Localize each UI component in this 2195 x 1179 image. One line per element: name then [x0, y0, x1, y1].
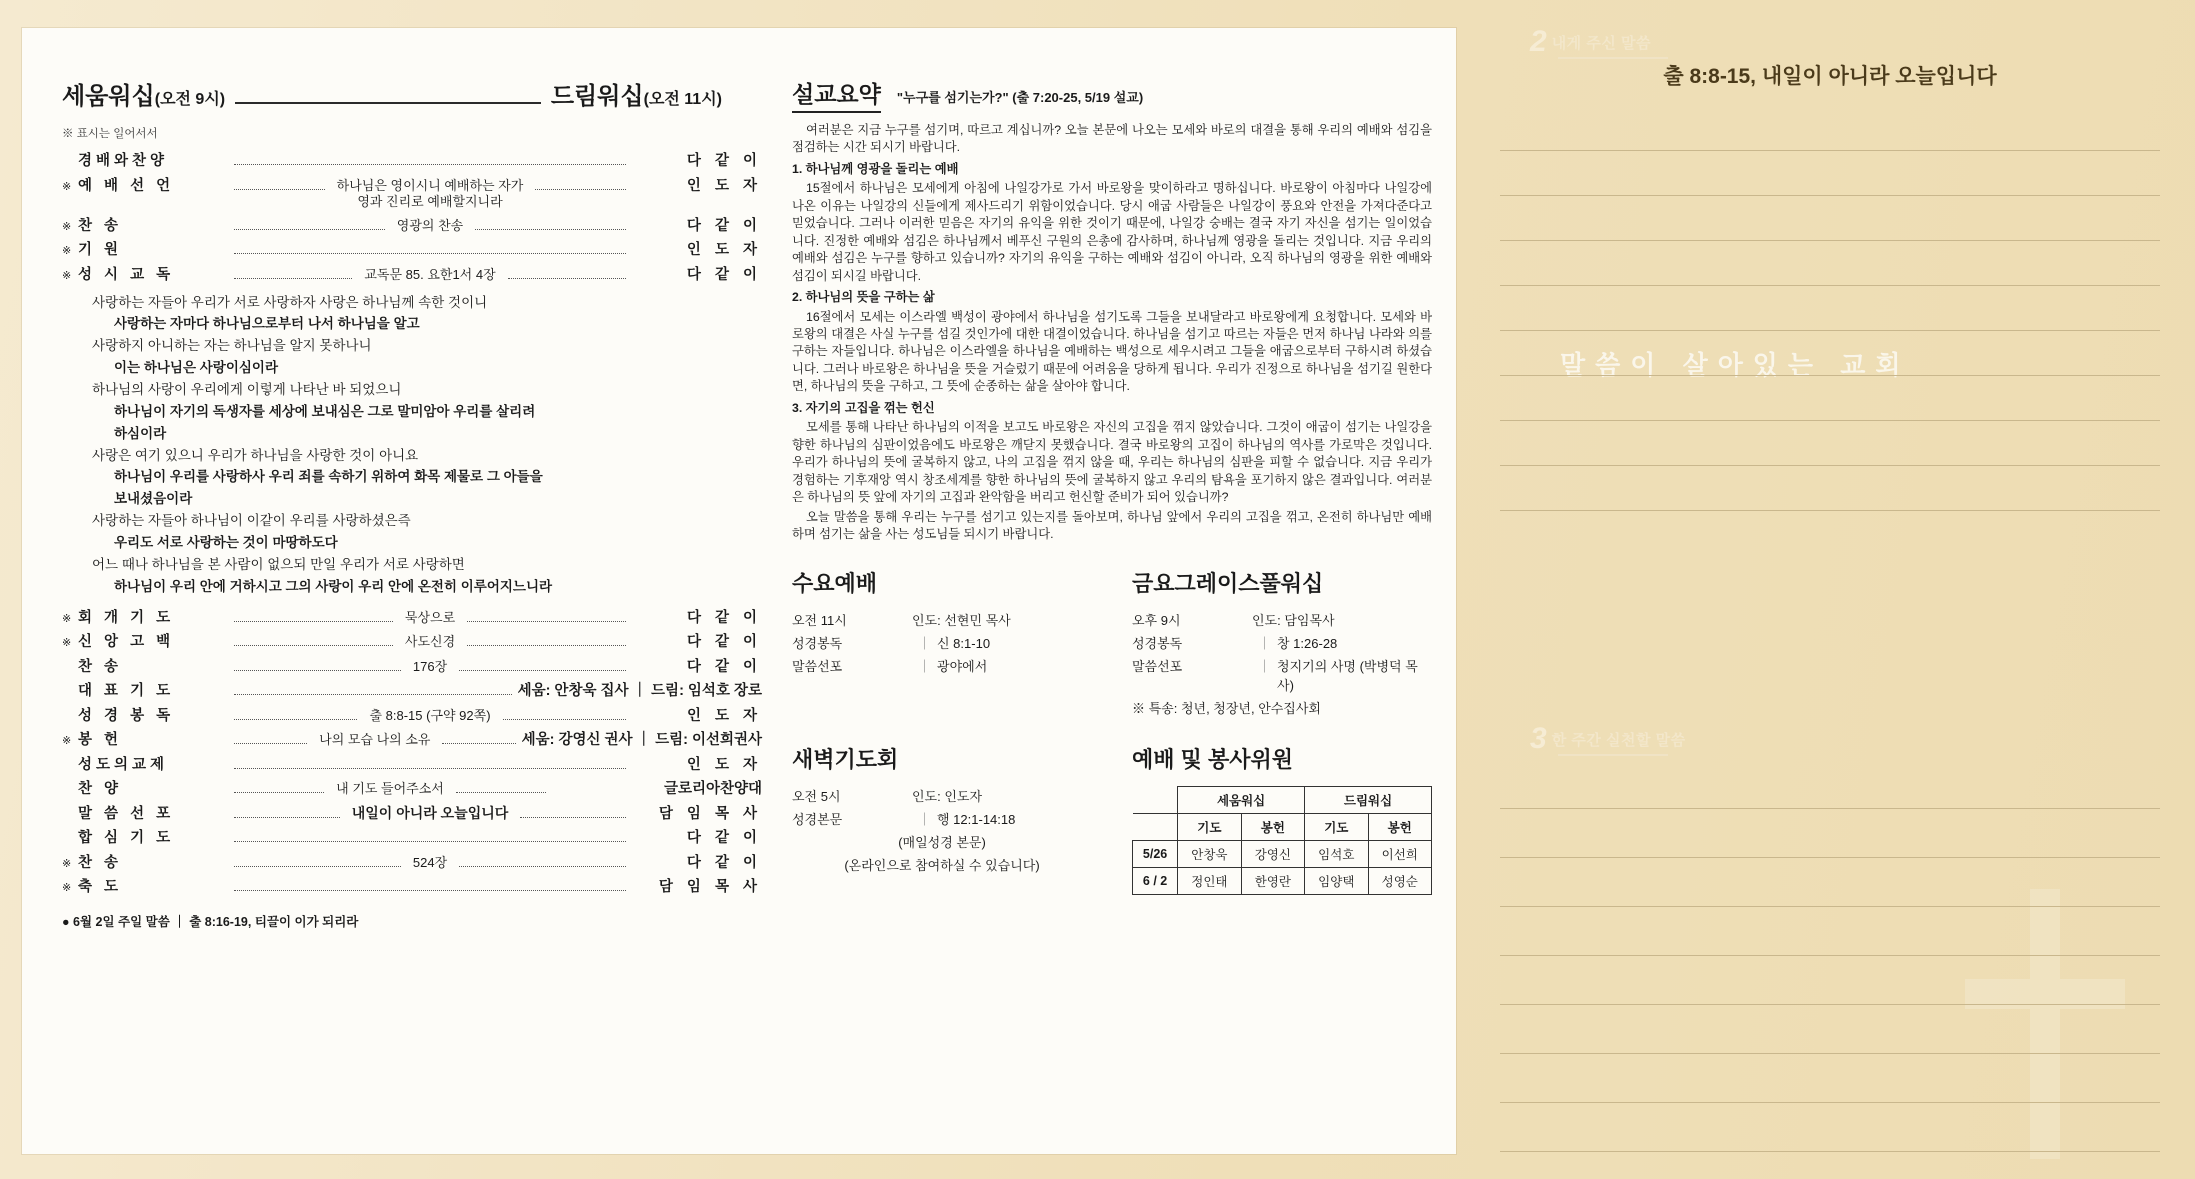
note-line[interactable]	[1500, 760, 2160, 809]
service-name: 새벽기도회	[792, 747, 899, 773]
empty-corner	[1133, 814, 1178, 841]
badge-label: 내게 주신 말씀	[1551, 35, 1651, 52]
section-badge-word-for-me	[1530, 25, 1651, 58]
note-line[interactable]	[1500, 466, 2160, 511]
separator: ｜	[1258, 636, 1272, 652]
reading-line: 하심이라	[114, 425, 167, 441]
order-detail: 524장	[412, 854, 448, 870]
order-detail-line1: 하나님은 영이시니 예배하는 자가	[336, 177, 524, 193]
sermon-paragraph: 오늘 말씀을 통해 우리는 누구를 섬기고 있는지를 돌아보며, 하나님 앞에서 우리의 고집을 꺾고, 온전히 하나님만 예배하며 섬기는 삶을 사는 성도님들 되시기 바랍니다.	[792, 509, 1432, 541]
order-performer: 인 도 자	[686, 707, 763, 724]
order-performer: 세움: 안창욱 집사 ｜ 드림: 임석호 장로	[517, 683, 762, 700]
sermon-summary-body	[792, 122, 1432, 545]
note-line[interactable]	[1500, 956, 2160, 1005]
badge-number: 3	[1530, 722, 1547, 755]
cell: 안창욱	[1178, 841, 1241, 868]
dotted-leader	[234, 253, 626, 254]
notes-section-word-for-me	[1500, 60, 2160, 511]
order-title: 예 배 선 언	[78, 177, 175, 194]
notes-lines[interactable]	[1500, 760, 2160, 1152]
note-line[interactable]	[1500, 106, 2160, 151]
standing-mark: ※	[62, 220, 72, 233]
order-title: 찬 송	[78, 854, 123, 871]
wednesday-service	[792, 567, 1092, 721]
service-line	[792, 809, 1092, 828]
dotted-leader	[456, 792, 546, 793]
order-detail: 사도신경	[404, 634, 456, 650]
order-performer: 다 같 이	[686, 217, 762, 234]
service-name: 금요그레이스풀워십	[1132, 571, 1324, 597]
separator: ｜	[918, 659, 932, 675]
row-date: 5/26	[1133, 841, 1178, 868]
order-title: 말 씀 선 포	[78, 805, 175, 822]
dotted-leader	[508, 278, 626, 279]
badge-label: 한 주간 실천할 말씀	[1551, 732, 1686, 749]
service-line	[792, 855, 1092, 874]
dotted-leader	[234, 621, 393, 622]
order-title: 대 표 기 도	[78, 683, 175, 700]
message-label: 말씀선포	[1132, 659, 1183, 675]
special-song-note: ※ 특송: 청년, 청장년, 안수집사회	[1132, 701, 1321, 717]
service-leader: 인도: 인도자	[912, 789, 983, 805]
note-line[interactable]	[1500, 858, 2160, 907]
sermon-paragraph: 여러분은 지금 누구를 섬기며, 따르고 계십니까? 오늘 본문에 나오는 모세와 바로의 대결을 통해 우리의 예배와 섬김을 점검하는 시간 되시기 바랍니다.	[792, 123, 1432, 155]
standing-note: ※ 표시는 일어서서	[62, 128, 158, 140]
order-row	[62, 875, 762, 896]
scripture-label: 성경본문	[792, 812, 843, 828]
service-leader: 인도: 담임목사	[1252, 613, 1335, 629]
service-leader: 인도: 선현민 목사	[912, 613, 1011, 629]
dotted-leader	[442, 743, 515, 744]
section-badge-weekly-practice	[1530, 722, 1686, 755]
order-row	[62, 753, 762, 774]
standing-mark: ※	[62, 269, 72, 282]
sermon-subheading: 2. 하나님의 뜻을 구하는 삶	[792, 290, 935, 305]
order-performer: 인 도 자	[686, 177, 762, 194]
duty-table	[1132, 786, 1432, 895]
dotted-leader	[503, 719, 626, 720]
seum-worship-time: (오전 9시)	[154, 91, 226, 108]
order-row	[62, 728, 762, 749]
dotted-leader	[234, 890, 626, 891]
service-line	[792, 832, 1092, 851]
order-performer: 담 임 목 사	[658, 805, 763, 822]
dotted-leader	[234, 645, 393, 646]
order-title: 경배와찬양	[78, 153, 169, 169]
order-performer: 다 같 이	[686, 658, 762, 675]
service-line	[1132, 698, 1432, 717]
sermon-summary-subtitle: "누구를 섬기는가?" (출 7:20-25, 5/19 설교)	[896, 90, 1144, 105]
order-detail: 영광의 찬송	[396, 217, 464, 233]
dawn-and-duty	[792, 743, 1432, 895]
column-header: 기도	[1178, 814, 1241, 841]
note-line[interactable]	[1500, 809, 2160, 858]
separator: ｜	[918, 812, 932, 828]
service-line	[792, 633, 1092, 652]
table-row	[1133, 841, 1432, 868]
order-performer: 세움: 강영신 권사 ｜ 드림: 이선희권사	[521, 732, 762, 749]
order-performer: 다 같 이	[686, 266, 762, 283]
order-detail: 나의 모습 나의 소유	[319, 732, 431, 748]
cell: 정인태	[1178, 868, 1241, 895]
order-title: 회 개 기 도	[78, 609, 175, 626]
message-title: 청지기의 사명 (박병덕 목사)	[1277, 659, 1418, 694]
order-performer: 인 도 자	[686, 242, 762, 258]
note-line[interactable]	[1500, 376, 2160, 421]
order-performer: 다 같 이	[686, 634, 763, 651]
order-row	[62, 826, 762, 847]
order-of-worship-column	[62, 58, 762, 930]
order-row	[62, 851, 762, 872]
notes-title: 출 8:8-15, 내일이 아니라 오늘입니다	[1663, 65, 1997, 88]
reading-line: 보내셨음이라	[114, 491, 193, 507]
standing-mark: ※	[62, 180, 72, 193]
reading-line: 하나님이 우리를 사랑하사 우리 죄를 속하기 위하여 화목 제물로 그 아들을	[114, 469, 543, 485]
dotted-leader	[459, 670, 626, 671]
dotted-leader	[234, 768, 626, 769]
main-white-panel	[22, 28, 1456, 1154]
daily-bible-note: (매일성경 본문)	[898, 835, 986, 851]
dotted-leader	[234, 694, 512, 695]
sermon-header	[792, 76, 1432, 113]
service-time: 오전 11시	[792, 613, 847, 629]
order-title: 합 심 기 도	[78, 830, 175, 847]
reading-line: 하나님의 사랑이 우리에게 이렇게 나타난 바 되었으니	[92, 381, 402, 397]
order-detail: 내 기도 들어주소서	[336, 781, 444, 797]
service-line	[1132, 633, 1432, 652]
order-title: 성도의교제	[78, 756, 169, 773]
order-performer: 다 같 이	[686, 830, 762, 847]
dotted-leader	[520, 817, 626, 818]
scripture-ref: 행 12:1-14:18	[937, 812, 1016, 828]
notes-lines[interactable]	[1500, 106, 2160, 511]
badge-underline	[1558, 754, 1668, 756]
order-performer: 인 도 자	[686, 756, 762, 773]
order-row	[62, 704, 762, 725]
table-header-row	[1133, 787, 1432, 814]
cell: 임석호	[1305, 841, 1368, 868]
order-detail: 교독문 85. 요한1서 4장	[364, 266, 496, 282]
badge-number: 2	[1530, 25, 1547, 58]
dotted-leader	[234, 817, 340, 818]
duty-title: 예배 및 봉사위원	[1132, 747, 1293, 773]
order-title: 기 원	[78, 242, 123, 258]
order-title: 찬 송	[78, 217, 123, 234]
group-header: 드림워십	[1305, 787, 1432, 814]
group-header: 세움워십	[1178, 787, 1305, 814]
notes-section-weekly-practice	[1500, 760, 2160, 1152]
cell: 한영란	[1241, 868, 1304, 895]
scripture-ref: 창 1:26-28	[1277, 636, 1338, 652]
order-performer: 담 임 목 사	[658, 879, 762, 896]
service-line	[792, 610, 1092, 629]
dotted-leader	[467, 645, 626, 646]
order-performer: 글로리아찬양대	[663, 781, 763, 798]
note-line[interactable]	[1500, 421, 2160, 466]
service-line	[1132, 656, 1432, 694]
column-header: 봉헌	[1241, 814, 1304, 841]
note-line[interactable]	[1500, 241, 2160, 286]
note-line[interactable]	[1500, 907, 2160, 956]
cell: 강영신	[1241, 841, 1304, 868]
dotted-leader	[234, 189, 325, 190]
empty-corner	[1133, 787, 1178, 814]
scripture-ref: 신 8:1-10	[937, 636, 991, 652]
sermon-title-inline: 내일이 아니라 오늘입니다	[351, 804, 509, 821]
dotted-leader	[234, 164, 626, 165]
duty-roster	[1132, 743, 1432, 895]
order-title: 성 시 교 독	[78, 266, 175, 283]
service-line	[792, 656, 1092, 675]
sermon-paragraph: 16절에서 모세는 이스라엘 백성이 광야에서 하나님을 섬기도록 그들을 보내달라고 바로왕에게 요청합니다. 모세와 바로왕의 대결은 사실 누구를 섬길 것인가에 대한 대결이었습니다. 하나님을 섬기고 따르는 자들은 먼저 하나님 나라와 의를 구하는 자들입니다. 하나님은 이스라엘을 하나님을 예배하는 백성으로 세우시려고 그들을 애굽으로부터 구하시려 하셨습니다. 그러나 바로왕은 하나님을 뜻을 거슬렀기 때문에 어려움을 당하게 됩니다. 우리가 진정으로 하나님을 섬기길 원한다면, 하나님의 뜻을 구하고, 그 뜻에 순종하는 삶을 살아야 합니다.	[792, 309, 1432, 394]
table-subheader-row	[1133, 814, 1432, 841]
order-title: 찬 양	[78, 781, 123, 798]
sermon-summary-column	[792, 76, 1432, 895]
order-title: 축 도	[78, 879, 123, 896]
sermon-summary-title: 설교요약	[792, 76, 881, 113]
dotted-leader	[234, 278, 352, 279]
sermon-subheading: 1. 하나님께 영광을 돌리는 예배	[792, 161, 959, 176]
next-week-note: ● 6월 2일 주일 말씀 ｜ 출 8:16-19, 티끌이 이가 되리라	[62, 915, 359, 930]
order-performer: 다 같 이	[686, 153, 762, 169]
dotted-leader	[459, 866, 626, 867]
seum-worship-title: 세움워십	[62, 83, 155, 110]
dream-worship-title: 드림워십	[550, 83, 644, 110]
scripture-label: 성경봉독	[792, 636, 843, 652]
dotted-leader	[234, 792, 324, 793]
sermon-paragraph: 15절에서 하나님은 모세에게 아침에 나일강가로 가서 바로왕을 맞이하라고 명하십니다. 바로왕이 아침마다 나일강에 나온 이유는 나일강의 신들에게 제사드리기 위함이었습니다. 당시 애굽 사람들은 나일강이 풍요와 안전을 가져다준다고 믿었습니다. 그러나 이러한 믿음은 자기의 유익을 위한 것이기 때문에, 나일강 숭배는 결국 자기 자신을 섬기는 일이었습니다. 진정한 예배와 섬김은 하나님께서 베푸신 구원의 은총에 감사하며, 하나님께 영광을 돌리는 것입니다. 지금 우리의 예배와 섬김은 누구를 향하고 있습니까? 자기의 유익을 구하는 예배와 섬김이 아니라, 오직 하나님의 영광을 위한 예배와 섬김이 되시길 바랍니다.	[792, 181, 1432, 283]
order-performer: 다 같 이	[686, 609, 763, 626]
dotted-leader	[475, 229, 626, 230]
service-line	[792, 786, 1092, 805]
reading-line: 사랑하는 자마다 하나님으로부터 나서 하나님을 알고	[114, 316, 420, 332]
dream-worship-time: (오전 11시)	[643, 91, 722, 108]
order-title: 성 경 봉 독	[78, 707, 175, 724]
online-participation-note: (온라인으로 참여하실 수 있습니다)	[844, 858, 1040, 874]
note-line[interactable]	[1500, 196, 2160, 241]
service-time: 오전 5시	[792, 789, 841, 805]
order-detail: 176장	[412, 658, 448, 674]
dotted-leader	[234, 229, 385, 230]
order-row	[62, 214, 762, 235]
standing-mark: ※	[62, 612, 72, 625]
row-date: 6 / 2	[1133, 868, 1178, 895]
standing-mark: ※	[62, 637, 72, 650]
reading-line: 사랑하는 자들아 하나님이 이같이 우리를 사랑하셨은즉	[92, 513, 411, 529]
responsive-reading	[92, 292, 762, 598]
column-header: 기도	[1305, 814, 1368, 841]
weekday-services	[792, 567, 1432, 721]
order-row	[62, 174, 762, 211]
dotted-leader	[234, 670, 401, 671]
cell: 임양택	[1305, 868, 1368, 895]
dotted-leader	[234, 743, 307, 744]
table-row	[1133, 868, 1432, 895]
reading-line: 사랑은 여기 있으니 우리가 하나님을 사랑한 것이 아니요	[92, 447, 419, 463]
note-line[interactable]	[1500, 1054, 2160, 1103]
sermon-paragraph: 모세를 통해 나타난 하나님의 이적을 보고도 바로왕은 자신의 고집을 꺾지 않았습니다. 그것이 애굽이 섬기는 나일강을 향한 하나님의 심판이었음에도 바로왕은 깨닫지 못했습니다. 결국 바로왕의 고집이 하나님의 역사를 가로막은 것입니다. 우리가 하나님의 뜻에 굴복하지 않고, 나의 고집을 꺾지 않을 때, 우리는 하나님의 심판을 피할 수 없습니다. 지금 우리가 경험하는 기후재앙 역시 창조세계를 향한 하나님의 뜻에 굴복하지 않고 우리의 탐욕을 포기하지 않은 결과입니다. 여러분은 하나님의 뜻 앞에 자기의 고집과 완악함을 버리고 헌신할 준비가 되어 있습니까?	[792, 420, 1432, 505]
scripture-label: 성경봉독	[1132, 636, 1183, 652]
dotted-leader	[234, 719, 357, 720]
reading-line: 사랑하지 아니하는 자는 하나님을 알지 못하나니	[92, 338, 372, 354]
dotted-leader	[467, 621, 626, 622]
note-line[interactable]	[1500, 1103, 2160, 1152]
reading-line: 사랑하는 자들아 우리가 서로 사랑하자 사랑은 하나님께 속한 것이니	[92, 294, 488, 310]
note-line[interactable]	[1500, 286, 2160, 331]
watermark-text: 말씀이 살아있는 교회	[1560, 350, 1911, 380]
order-title: 신 앙 고 백	[78, 634, 175, 651]
separator: ｜	[918, 636, 932, 652]
standing-mark: ※	[62, 857, 72, 870]
order-title: 봉 헌	[78, 732, 123, 749]
service-time: 오후 9시	[1132, 613, 1181, 629]
order-row	[62, 655, 762, 676]
column-header: 봉헌	[1368, 814, 1431, 841]
reading-line: 하나님이 우리 안에 거하시고 그의 사랑이 우리 안에 온전히 이루어지느니라	[114, 578, 553, 594]
standing-mark: ※	[62, 245, 72, 257]
service-name: 수요예배	[792, 571, 878, 597]
dotted-leader	[234, 841, 626, 842]
reading-line: 우리도 서로 사랑하는 것이 마땅하도다	[114, 534, 338, 550]
badge-underline	[1558, 57, 1668, 59]
order-performer: 다 같 이	[686, 854, 762, 871]
sermon-subheading: 3. 자기의 고집을 꺾는 헌신	[792, 400, 935, 415]
order-detail-line2: 영과 진리로 예배할지니라	[357, 193, 503, 209]
order-detail: 출 8:8-15 (구약 92쪽)	[369, 707, 491, 723]
service-line	[1132, 610, 1432, 629]
order-detail	[331, 178, 530, 211]
note-line[interactable]	[1500, 151, 2160, 196]
standing-mark: ※	[62, 882, 72, 895]
dotted-leader	[535, 189, 626, 190]
dotted-leader	[234, 866, 401, 867]
cell: 이선희	[1368, 841, 1431, 868]
order-row	[62, 149, 762, 170]
note-line[interactable]	[1500, 331, 2160, 376]
order-row	[62, 802, 762, 823]
order-row	[62, 630, 762, 651]
reading-line: 이는 하나님은 사랑이심이라	[114, 360, 278, 376]
order-row	[62, 606, 762, 627]
order-row	[62, 777, 762, 798]
separator: ｜	[1258, 659, 1272, 675]
order-title: 찬 송	[78, 658, 123, 675]
dawn-prayer-service	[792, 743, 1092, 895]
message-title: 광야에서	[937, 659, 988, 675]
worship-titles	[62, 76, 722, 111]
standing-mark: ※	[62, 735, 72, 748]
order-row	[62, 263, 762, 284]
order-detail: 묵상으로	[404, 609, 456, 625]
friday-service	[1132, 567, 1432, 721]
order-row	[62, 238, 762, 259]
message-label: 말씀선포	[792, 659, 843, 675]
cell: 성영순	[1368, 868, 1431, 895]
reading-line: 어느 때나 하나님을 본 사람이 없으되 만일 우리가 서로 사랑하면	[92, 556, 465, 572]
title-divider	[235, 102, 541, 104]
reading-line: 하나님이 자기의 독생자를 세상에 보내심은 그로 말미암아 우리를 살리려	[114, 403, 536, 419]
note-line[interactable]	[1500, 1005, 2160, 1054]
order-row	[62, 679, 762, 700]
